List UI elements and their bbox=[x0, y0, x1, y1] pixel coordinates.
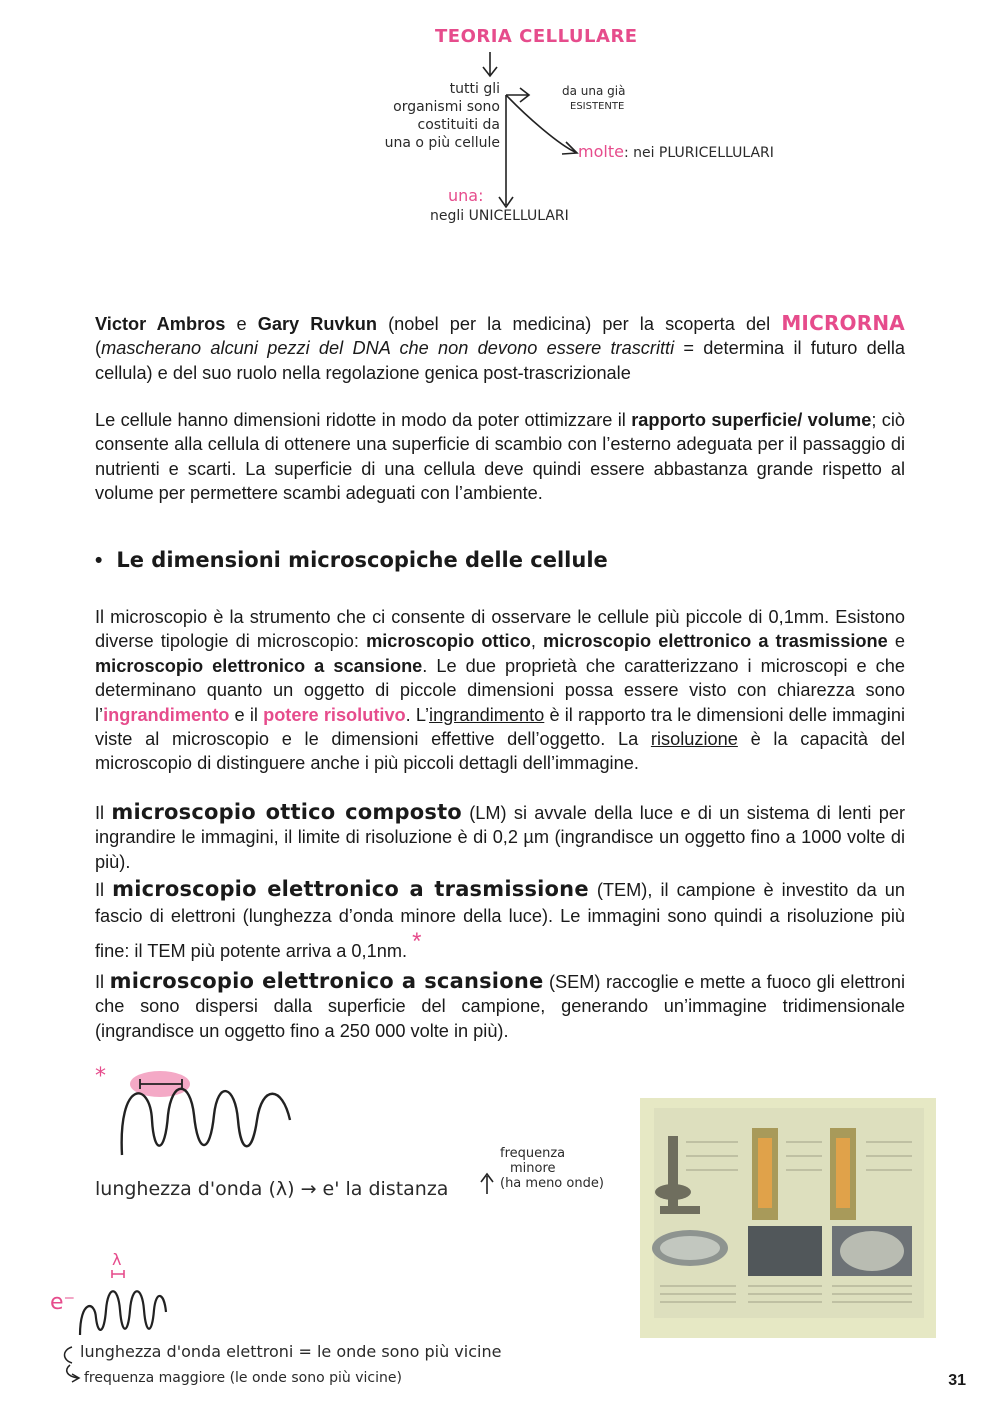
term-sem: microscopio elettronico a scansione bbox=[95, 655, 423, 676]
title-sem: microscopio elettronico a scansione bbox=[109, 969, 544, 993]
section-heading bbox=[95, 548, 608, 573]
paragraph-microscopes bbox=[95, 605, 905, 776]
term-resolving-power: potere risolutivo bbox=[263, 704, 406, 725]
term-tem: microscopio elettronico a trasmissione bbox=[543, 631, 888, 652]
diagram-left-line: tutti gli bbox=[449, 81, 500, 97]
frequency-higher-note: frequenza maggiore (le onde sono più vicine) bbox=[84, 1370, 402, 1386]
text: . L’ bbox=[405, 704, 430, 725]
frequency-line: (ha meno onde) bbox=[500, 1176, 604, 1191]
diagram-una: una: bbox=[448, 186, 484, 205]
microscope-illustration bbox=[640, 1098, 936, 1338]
text: (SEM) raccoglie e mette a fuoco gli elettroni che sono dispersi dalla superficie del campione, generando un’immagine tridimensionale (ingrandisce un oggetto fino a 250 000 volte in più). bbox=[95, 972, 906, 1041]
frequency-note bbox=[500, 1146, 604, 1191]
term-optical: microscopio ottico bbox=[366, 631, 531, 652]
text: e bbox=[887, 631, 905, 652]
wavelength-sketch bbox=[0, 1060, 640, 1400]
microrna-term: MICRORNA bbox=[781, 311, 905, 335]
text: Il bbox=[95, 972, 110, 992]
text: è il rapporto tra le dimensioni delle immagini viste al microscopio e le dimensioni effettive dell’oggetto. La bbox=[95, 704, 905, 750]
text: . Le due proprietà che caratterizzano i microscopi e che determinano quanto un oggetto di piccole dimensioni possa essere visto con chiarezza sono l’ bbox=[95, 655, 905, 725]
sketch-asterisk: * bbox=[95, 1064, 106, 1089]
text: (LM) si avvale della luce e di un sistema di lenti per ingrandire le immagini, il limite di risoluzione è di 0,2 µm (ingrandisce un oggetto fino a 1000 volte di più). bbox=[95, 803, 905, 872]
frequency-line: frequenza bbox=[500, 1146, 566, 1161]
italic-note: mascherano alcuni pezzi del DNA che non devono essere trascritti bbox=[101, 338, 675, 359]
text: = determina il futuro della cellula) e del suo ruolo nella regolazione genica post-trascrizionale bbox=[95, 338, 906, 383]
asterisk-note: * bbox=[412, 928, 422, 955]
text: (nobel per la medicina) per la scoperta del bbox=[376, 314, 782, 334]
diagram-pluri: : nei PLURICELLULARI bbox=[623, 145, 774, 161]
frequency-line: minore bbox=[510, 1161, 556, 1176]
cell-theory-diagram bbox=[330, 20, 850, 250]
text: , bbox=[530, 631, 543, 652]
bullet: • bbox=[95, 549, 103, 572]
diagram-title: TEORIA CELLULARE bbox=[435, 26, 638, 47]
diagram-left-line: costituiti da bbox=[417, 117, 500, 133]
text: è la capacità del microscopio di distinguere anche i più piccoli dettagli dell’immagine. bbox=[95, 729, 905, 774]
wavelength-label: lunghezza d'onda (λ) → e' la distanza bbox=[95, 1178, 449, 1200]
electron-symbol: e⁻ bbox=[50, 1290, 76, 1315]
text: ( bbox=[95, 338, 102, 359]
name-ambros: Victor Ambros bbox=[95, 314, 226, 334]
text: e il bbox=[229, 704, 264, 725]
name-ruvkun: Gary Ruvkun bbox=[257, 314, 377, 334]
diagram-molte: molte bbox=[578, 142, 624, 161]
text: Il bbox=[95, 880, 113, 900]
text: Il bbox=[95, 803, 112, 823]
text: Il microscopio è la strumento che ci consente di osservare le cellule più piccole di 0,1mm. Esistono diverse tipologie di microscopio: bbox=[95, 607, 905, 652]
surface-volume-term: rapporto superficie/ volume bbox=[631, 410, 872, 430]
page-number: 31 bbox=[948, 1372, 966, 1389]
title-lm: microscopio ottico composto bbox=[111, 800, 462, 824]
text: e bbox=[225, 314, 258, 334]
textbook-photo bbox=[640, 1098, 936, 1338]
diagram-right-bottom bbox=[578, 142, 774, 161]
paragraph-lm bbox=[95, 800, 905, 874]
underlined-magnification: ingrandimento bbox=[429, 704, 545, 725]
paragraph-sem bbox=[95, 969, 905, 1043]
heading-text: Le dimensioni microscopiche delle cellule bbox=[116, 548, 608, 572]
paragraph-tem bbox=[95, 876, 905, 964]
term-magnification: ingrandimento bbox=[103, 704, 230, 725]
diagram-left-text bbox=[360, 80, 500, 152]
diagram-uni: negli UNICELLULARI bbox=[430, 208, 569, 224]
diagram-bottom bbox=[430, 186, 569, 226]
paragraph-microrna bbox=[95, 311, 905, 385]
paragraph-surface-volume bbox=[95, 408, 905, 506]
underlined-resolution: risoluzione bbox=[650, 729, 738, 750]
text: (TEM), il campione è investito da un fascio di elettroni (lunghezza d’onda minore della luce). Le immagini sono quindi a risoluzione più fine: il TEM più potente arriva a 0,1nm. bbox=[95, 880, 905, 961]
text: ; ciò consente alla cellula di ottenere una superficie di scambio con l’esterno adeguata per il passaggio di nutrienti e scarti. La superficie di una cellula deve quindi essere abbastanza grande rispetto al volume per permettere scambi adeguati con l’ambiente. bbox=[95, 410, 905, 504]
diagram-right-top-line: da una già bbox=[562, 84, 626, 98]
diagram-right-top-line: ESISTENTE bbox=[570, 101, 625, 112]
lambda-symbol: λ bbox=[112, 1250, 122, 1269]
text: Le cellule hanno dimensioni ridotte in modo da poter ottimizzare il bbox=[95, 410, 632, 430]
diagram-left-line: una o più cellule bbox=[384, 135, 500, 151]
title-tem: microscopio elettronico a trasmissione bbox=[112, 877, 589, 901]
diagram-left-line: organismi sono bbox=[393, 99, 500, 115]
electron-wavelength-note: lunghezza d'onda elettroni = le onde sono più vicine bbox=[80, 1342, 502, 1361]
diagram-right-top bbox=[562, 84, 625, 114]
